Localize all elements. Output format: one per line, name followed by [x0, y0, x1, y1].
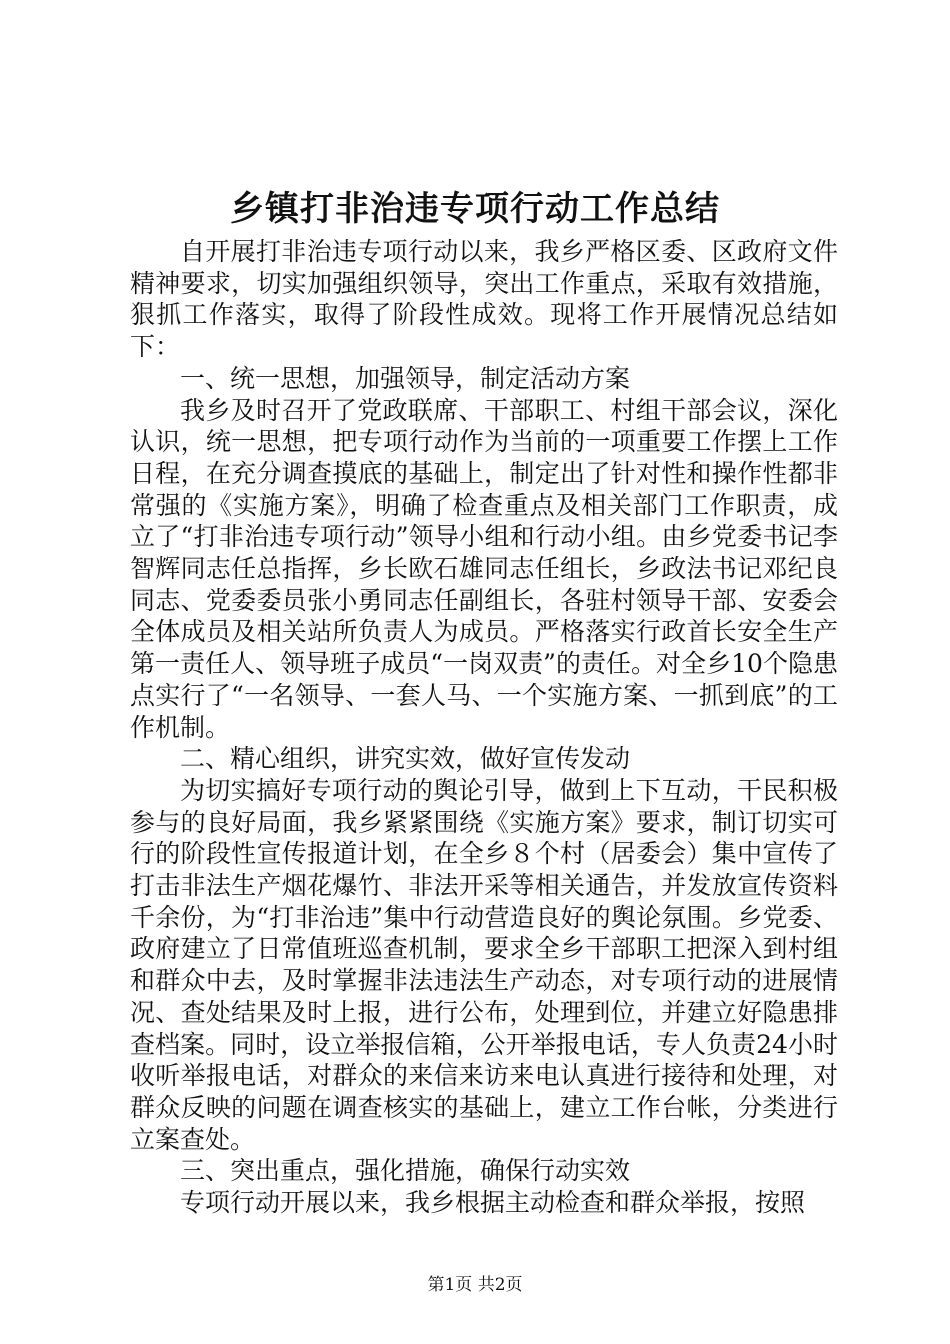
document-body	[130, 236, 838, 1219]
page-total: 共2页	[477, 1275, 523, 1295]
section-3-paragraph: 专项行动开展以来，我乡根据主动检查和群众举报，按照	[180, 1188, 806, 1218]
section-1-paragraph: 我乡及时召开了党政联席、干部职工、村组干部会议，深化认识，统一思想，把专项行动作为当前的一项重要工作摆上工作日程，在充分调查摸底的基础上，制定出了针对性和操作性都非常强的《实施方案》，明确了检查重点及相关部门工作职责，成立了“打非治违专项行动”领导小组和行动小组。由乡党委书记李智辉同志任总指挥，乡长欧石雄同志任组长，乡政法书记邓纪良同志、党委委员张小勇同志任副组长，各驻村领导干部、安委会全体成员及相关站所负责人为成员。严格落实行政首长安全生产第一责任人、领导班子成员“一岗双责”的责任。对全乡10个隐患点实行了“一名领导、一套人马、一个实施方案、一抓到底”的工作机制。	[130, 395, 838, 742]
section-heading-2: 二、精心组织，讲究实效，做好宣传发动	[180, 744, 631, 774]
intro-paragraph: 自开展打非治违专项行动以来，我乡严格区委、区政府文件精神要求，切实加强组织领导，突出工作重点，采取有效措施，狠抓工作落实，取得了阶段性成效。现将工作开展情况总结如下：	[130, 237, 838, 362]
page-footer	[0, 1273, 950, 1297]
page-number: 第1页	[427, 1275, 473, 1295]
document-title: 乡镇打非治违专项行动工作总结	[230, 189, 720, 229]
section-heading-3: 三、突出重点，强化措施，确保行动实效	[180, 1156, 631, 1186]
section-heading-1: 一、统一思想，加强领导，制定活动方案	[180, 363, 631, 393]
section-2-paragraph: 为切实搞好专项行动的舆论引导，做到上下互动，干民积极参与的良好局面，我乡紧紧围绕《实施方案》要求，制订切实可行的阶段性宣传报道计划，在全乡８个村（居委会）集中宣传了打击非法生产烟花爆竹、非法开采等相关通告，并发放宣传资料千余份，为“打非治违”集中行动营造良好的舆论氛围。乡党委、政府建立了日常值班巡查机制，要求全乡干部职工把深入到村组和群众中去，及时掌握非法违法生产动态，对专项行动的进展情况、查处结果及时上报，进行公布，处理到位，并建立好隐患排查档案。同时，设立举报信箱，公开举报电话，专人负责24小时收听举报电话，对群众的来信来访来电认真进行接待和处理，对群众反映的问题在调查核实的基础上，建立工作台帐，分类进行立案查处。	[130, 775, 838, 1154]
